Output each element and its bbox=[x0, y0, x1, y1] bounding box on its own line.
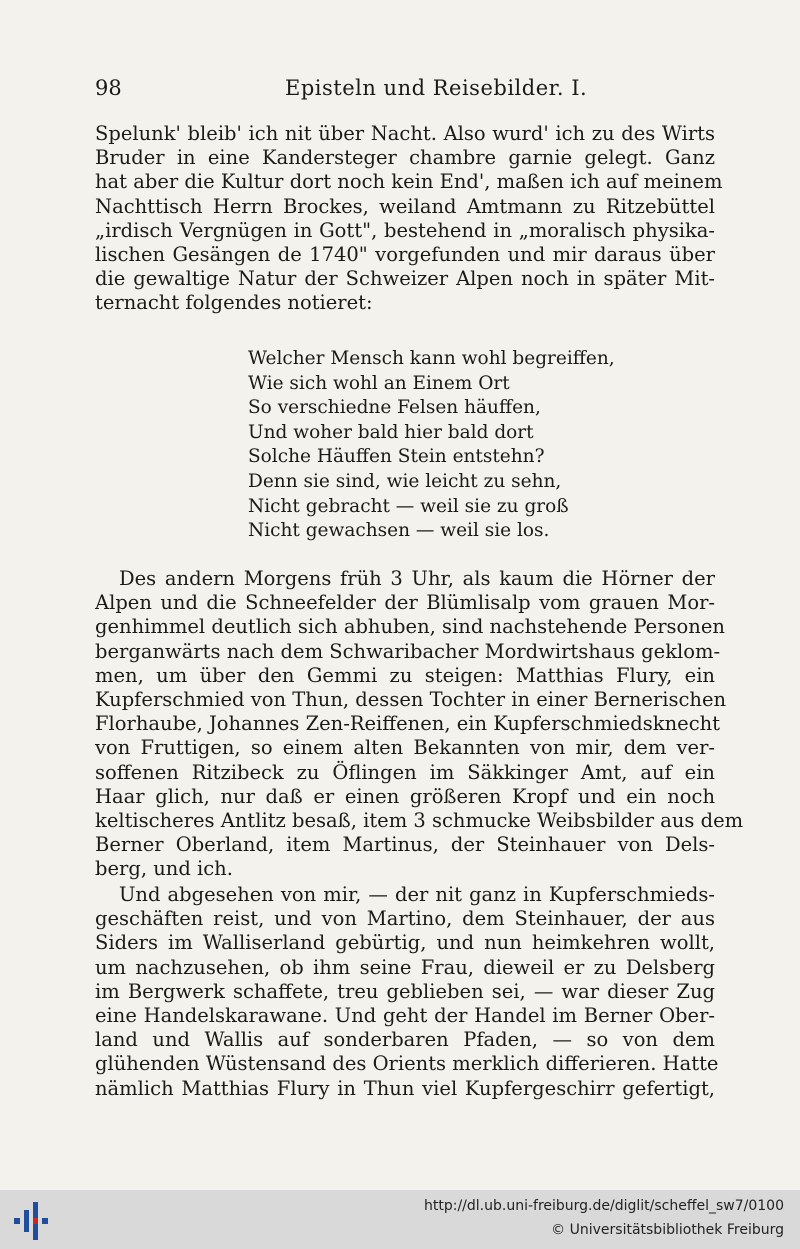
ub-freiburg-logo-icon[interactable] bbox=[12, 1200, 52, 1242]
poem bbox=[248, 347, 615, 544]
text-line: Spelunk' bleib' ich nit über Nacht. Also wurd' ich zu des Wirts bbox=[95, 122, 715, 145]
text-line: Florhaube, Johannes Zen-Reiffenen, ein Kupferschmiedsknecht bbox=[95, 712, 721, 736]
text-line: Haar glich, nur daß er einen größeren Kropf und ein noch bbox=[95, 784, 715, 808]
text-line: land und Wallis auf sonderbaren Pfaden, — so von dem bbox=[95, 1028, 715, 1052]
poem-verse: Welcher Mensch kann wohl begreiffen, bbox=[248, 348, 615, 369]
text-line: Nachttisch Herrn Brockes, weiland Amtmann zu Ritzebüttel bbox=[95, 194, 715, 218]
poem-verse: So verschiedne Felsen häuffen, bbox=[248, 397, 541, 419]
paragraph-2 bbox=[95, 567, 744, 882]
text-line: berg, und ich. bbox=[95, 857, 233, 881]
copyright-notice: © Universitätsbibliothek Freiburg bbox=[551, 1222, 784, 1238]
text-line: Des andern Morgens früh 3 Uhr, als kaum die Hörner der bbox=[119, 567, 715, 590]
text-line: men, um über den Gemmi zu steigen: Matthias Flury, ein bbox=[95, 663, 715, 687]
text-line: die gewaltige Natur der Schweizer Alpen noch in später Mit- bbox=[95, 267, 715, 291]
text-line: berganwärts nach dem Schwaribacher Mordwirtshaus geklom- bbox=[95, 639, 721, 663]
permalink-url[interactable]: http://dl.ub.uni-freiburg.de/diglit/scheffel_sw7/0100 bbox=[424, 1198, 784, 1214]
running-title: Episteln und Reisebilder. I. bbox=[285, 76, 588, 100]
text-line: lischen Gesängen de 1740" vorgefunden und mir daraus über bbox=[95, 243, 715, 267]
text-line: Siders im Walliserland gebürtig, und nun heimkehren wollt, bbox=[95, 931, 715, 955]
viewer-footer bbox=[0, 1190, 800, 1249]
text-line: „irdisch Vergnügen in Gott", bestehend in „moralisch physika- bbox=[95, 218, 715, 242]
text-line: keltischeres Antlitz besaß, item 3 schmucke Weibsbilder aus dem bbox=[95, 809, 744, 833]
poem-verse: Nicht gebracht — weil sie zu groß bbox=[248, 495, 569, 517]
poem-verse: Denn sie sind, wie leicht zu sehn, bbox=[248, 470, 562, 492]
text-line: von Fruttigen, so einem alten Bekannten von mir, dem ver- bbox=[95, 736, 715, 760]
text-line: nämlich Matthias Flury in Thun viel Kupfergeschirr gefertigt, bbox=[95, 1076, 715, 1100]
text-line: im Bergwerk schaffete, treu geblieben sei, — war dieser Zug bbox=[95, 979, 715, 1003]
poem-verse: Nicht gewachsen — weil sie los. bbox=[248, 520, 550, 542]
poem-verse: Solche Häuffen Stein entstehn? bbox=[248, 446, 545, 468]
text-line: Berner Oberland, item Martinus, der Steinhauer von Dels- bbox=[95, 833, 715, 857]
poem-verse: Und woher bald hier bald dort bbox=[248, 421, 534, 443]
text-line: Kupferschmied von Thun, dessen Tochter in einer Bernerischen bbox=[95, 688, 727, 712]
text-line: glühenden Wüstensand des Orients merklich differieren. Hatte bbox=[95, 1052, 719, 1076]
paragraph-3 bbox=[95, 883, 719, 1101]
poem-verse: Wie sich wohl an Einem Ort bbox=[248, 372, 510, 394]
page-header bbox=[95, 76, 715, 106]
intro-paragraph bbox=[95, 122, 723, 316]
text-line: soffenen Ritzibeck zu Öflingen im Säkkinger Amt, auf ein bbox=[95, 760, 715, 784]
text-line: hat aber die Kultur dort noch kein End', maßen ich auf meinem bbox=[95, 170, 723, 194]
text-line: genhimmel deutlich sich abhuben, sind nachstehende Personen bbox=[95, 615, 725, 639]
text-line: Bruder in eine Kandersteger chambre garnie gelegt. Ganz bbox=[95, 146, 715, 170]
text-line: Alpen und die Schneefelder der Blümlisalp vom grauen Mor- bbox=[95, 591, 715, 615]
text-line: eine Handelskarawane. Und geht der Handel im Berner Ober- bbox=[95, 1004, 715, 1028]
text-line: geschäften reist, und von Martino, dem Steinhauer, der aus bbox=[95, 907, 715, 931]
text-line: Und abgesehen von mir, — der nit ganz in Kupferschmieds- bbox=[119, 883, 715, 906]
text-line: um nachzusehen, ob ihm seine Frau, dieweil er zu Delsberg bbox=[95, 955, 715, 979]
text-line: ternacht folgendes notieret: bbox=[95, 291, 373, 315]
page-number: 98 bbox=[95, 76, 122, 100]
